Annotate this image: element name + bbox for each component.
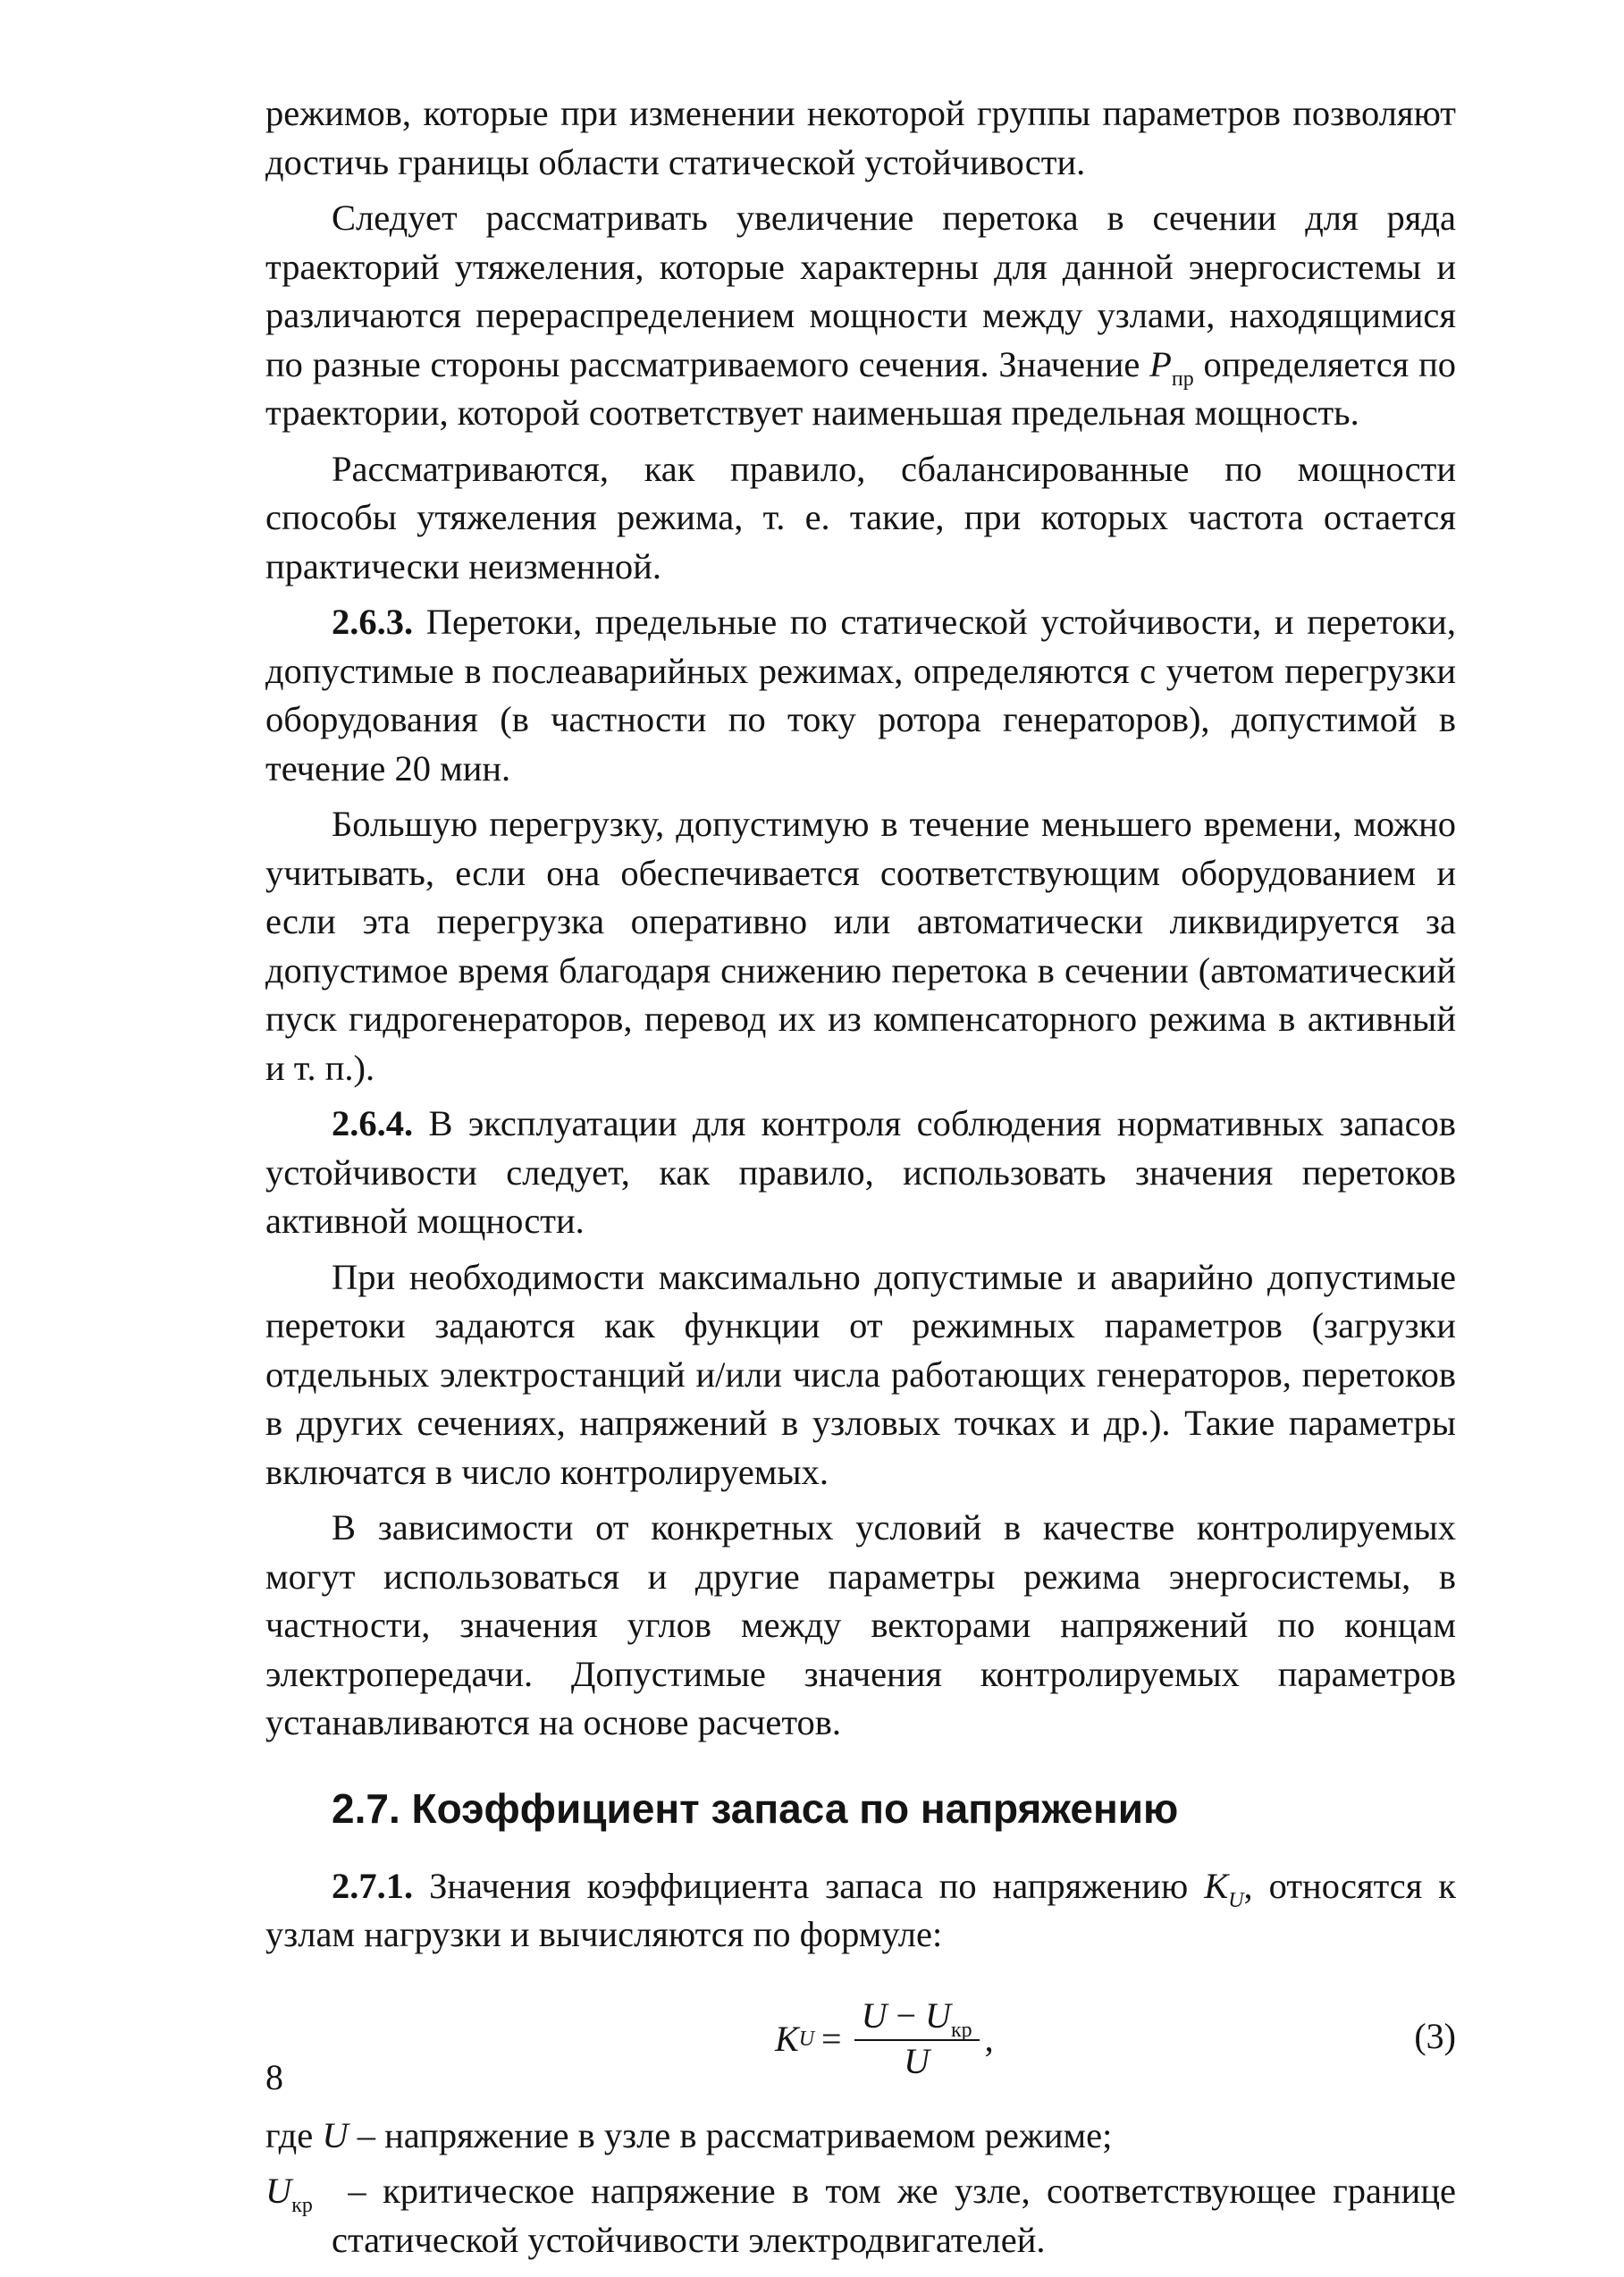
text: определяется по траектории, которой соответствует наименьшая предельная мощность. <box>265 343 1457 433</box>
subscript-pr: пр <box>1171 367 1194 391</box>
text: При необходимости максимально допустимые и аварийно допустимые перетоки задаются как функции от режимных параметров (загрузки отдельных электростанций и/или числа работающих генераторов, перетоков в других сечениях, напряжений в узловых точках и др.). Такие параметры включатся в число контролируемых. <box>265 1256 1456 1492</box>
variable-u: U <box>322 2114 349 2155</box>
text: В эксплуатации для контроля соблюдения нормативных запасов устойчивости следует, как правило, использовать значения перетоков активной мощности. <box>265 1103 1456 1241</box>
paragraph-other-params <box>265 1504 1456 1748</box>
definition-ukr <box>265 2167 1456 2264</box>
definitions <box>265 2112 1456 2265</box>
formula-comma: , <box>984 2019 994 2059</box>
variable-p: P <box>1149 343 1172 384</box>
paragraph-continuation <box>265 89 1456 187</box>
formula-equals: = <box>821 2019 842 2059</box>
text: Рассматриваются, как правило, сбалансированные по мощности способы утяжеления режима, т. е. такие, при которых частота остается практически неизменной. <box>265 448 1456 586</box>
clause-number: 2.7.1. <box>332 1865 414 1906</box>
text: Большую перегрузку, допустимую в течение меньшего времени, можно учитывать, если она обеспечивается соответствующим оборудованием и если эта перегрузка оперативно или автоматически ликвидируется за допустимое время благодаря снижению перетока в сечении (автоматический пуск гидрогенераторов, перевод их из компенсаторного режима в активный и т. п.). <box>265 804 1456 1088</box>
paragraph-2-6-3 <box>265 598 1456 793</box>
text: Значения коэффициента запаса по напряжению <box>413 1865 1205 1906</box>
formula-lhs: K <box>775 2019 799 2059</box>
text: , относятся к узлам нагрузки и вычисляются по формуле: <box>265 1865 1456 1954</box>
numerator-ukr: U <box>925 1994 951 2036</box>
text: – напряжение в узле в рассматриваемом режиме; <box>348 2114 1113 2155</box>
text: Перетоки, предельные по статической устойчивости, и перетоки, допустимые в послеаварийных режимах, определяются с учетом перегрузки оборудования (в частности по току ротора генераторов), допустимой в течение 20 мин. <box>265 602 1456 789</box>
variable-k: K <box>1204 1865 1229 1906</box>
formula-fraction <box>854 1996 980 2082</box>
document-body <box>265 89 1456 2264</box>
text: В зависимости от конкретных условий в качестве контролируемых могут использоваться и другие параметры режима энергосистемы, в частности, значения углов между векторами напряжений по концам электропередачи. Допустимые значения контролируемых параметров устанавливаются на основе расчетов. <box>265 1507 1456 1742</box>
text: – критическое напряжение в том же узле, соответствующее границе статической устойчивости электродвигателей. <box>332 2171 1456 2260</box>
definition-u <box>265 2112 1456 2161</box>
numerator-u: U <box>861 1994 888 2036</box>
fraction-numerator <box>854 1996 980 2041</box>
paragraph-2-6-4 <box>265 1100 1456 1246</box>
fraction-denominator: U <box>904 2040 930 2081</box>
text: режимов, которые при изменении некоторой группы параметров позволяют достичь границы области статической устойчивости. <box>265 93 1456 182</box>
subscript-kr: кр <box>291 2194 313 2217</box>
minus-sign: − <box>887 1994 926 2036</box>
formula-block <box>265 1972 1456 2106</box>
equation-number: (3) <box>1414 2015 1456 2056</box>
clause-number: 2.6.4. <box>332 1103 414 1143</box>
page-number: 8 <box>265 2057 283 2097</box>
paragraph-overload <box>265 800 1456 1092</box>
paragraph-functions <box>265 1253 1456 1497</box>
paragraph-2-7-1 <box>265 1862 1456 1960</box>
clause-number: 2.6.3. <box>332 602 414 642</box>
paragraph-trajectories <box>265 194 1456 438</box>
text: где <box>265 2114 323 2155</box>
section-heading: 2.7. Коэффициент запаса по напряжению <box>332 1784 1179 1832</box>
formula: K U = $\frac{U - U_{кр}}{U}$ , <box>775 1994 994 2081</box>
text: Следует рассматривать увеличение перетока в сечении для ряда траекторий утяжеления, которые характерны для данной энергосистемы и различаются перераспределением мощности между узлами, находящимися по разные стороны рассматриваемого сечения. Значение <box>265 198 1456 384</box>
variable-u: U <box>265 2171 292 2211</box>
paragraph-balanced <box>265 445 1456 592</box>
subscript-kr: кр <box>950 2018 972 2042</box>
subscript-u: U <box>1228 1888 1244 1912</box>
